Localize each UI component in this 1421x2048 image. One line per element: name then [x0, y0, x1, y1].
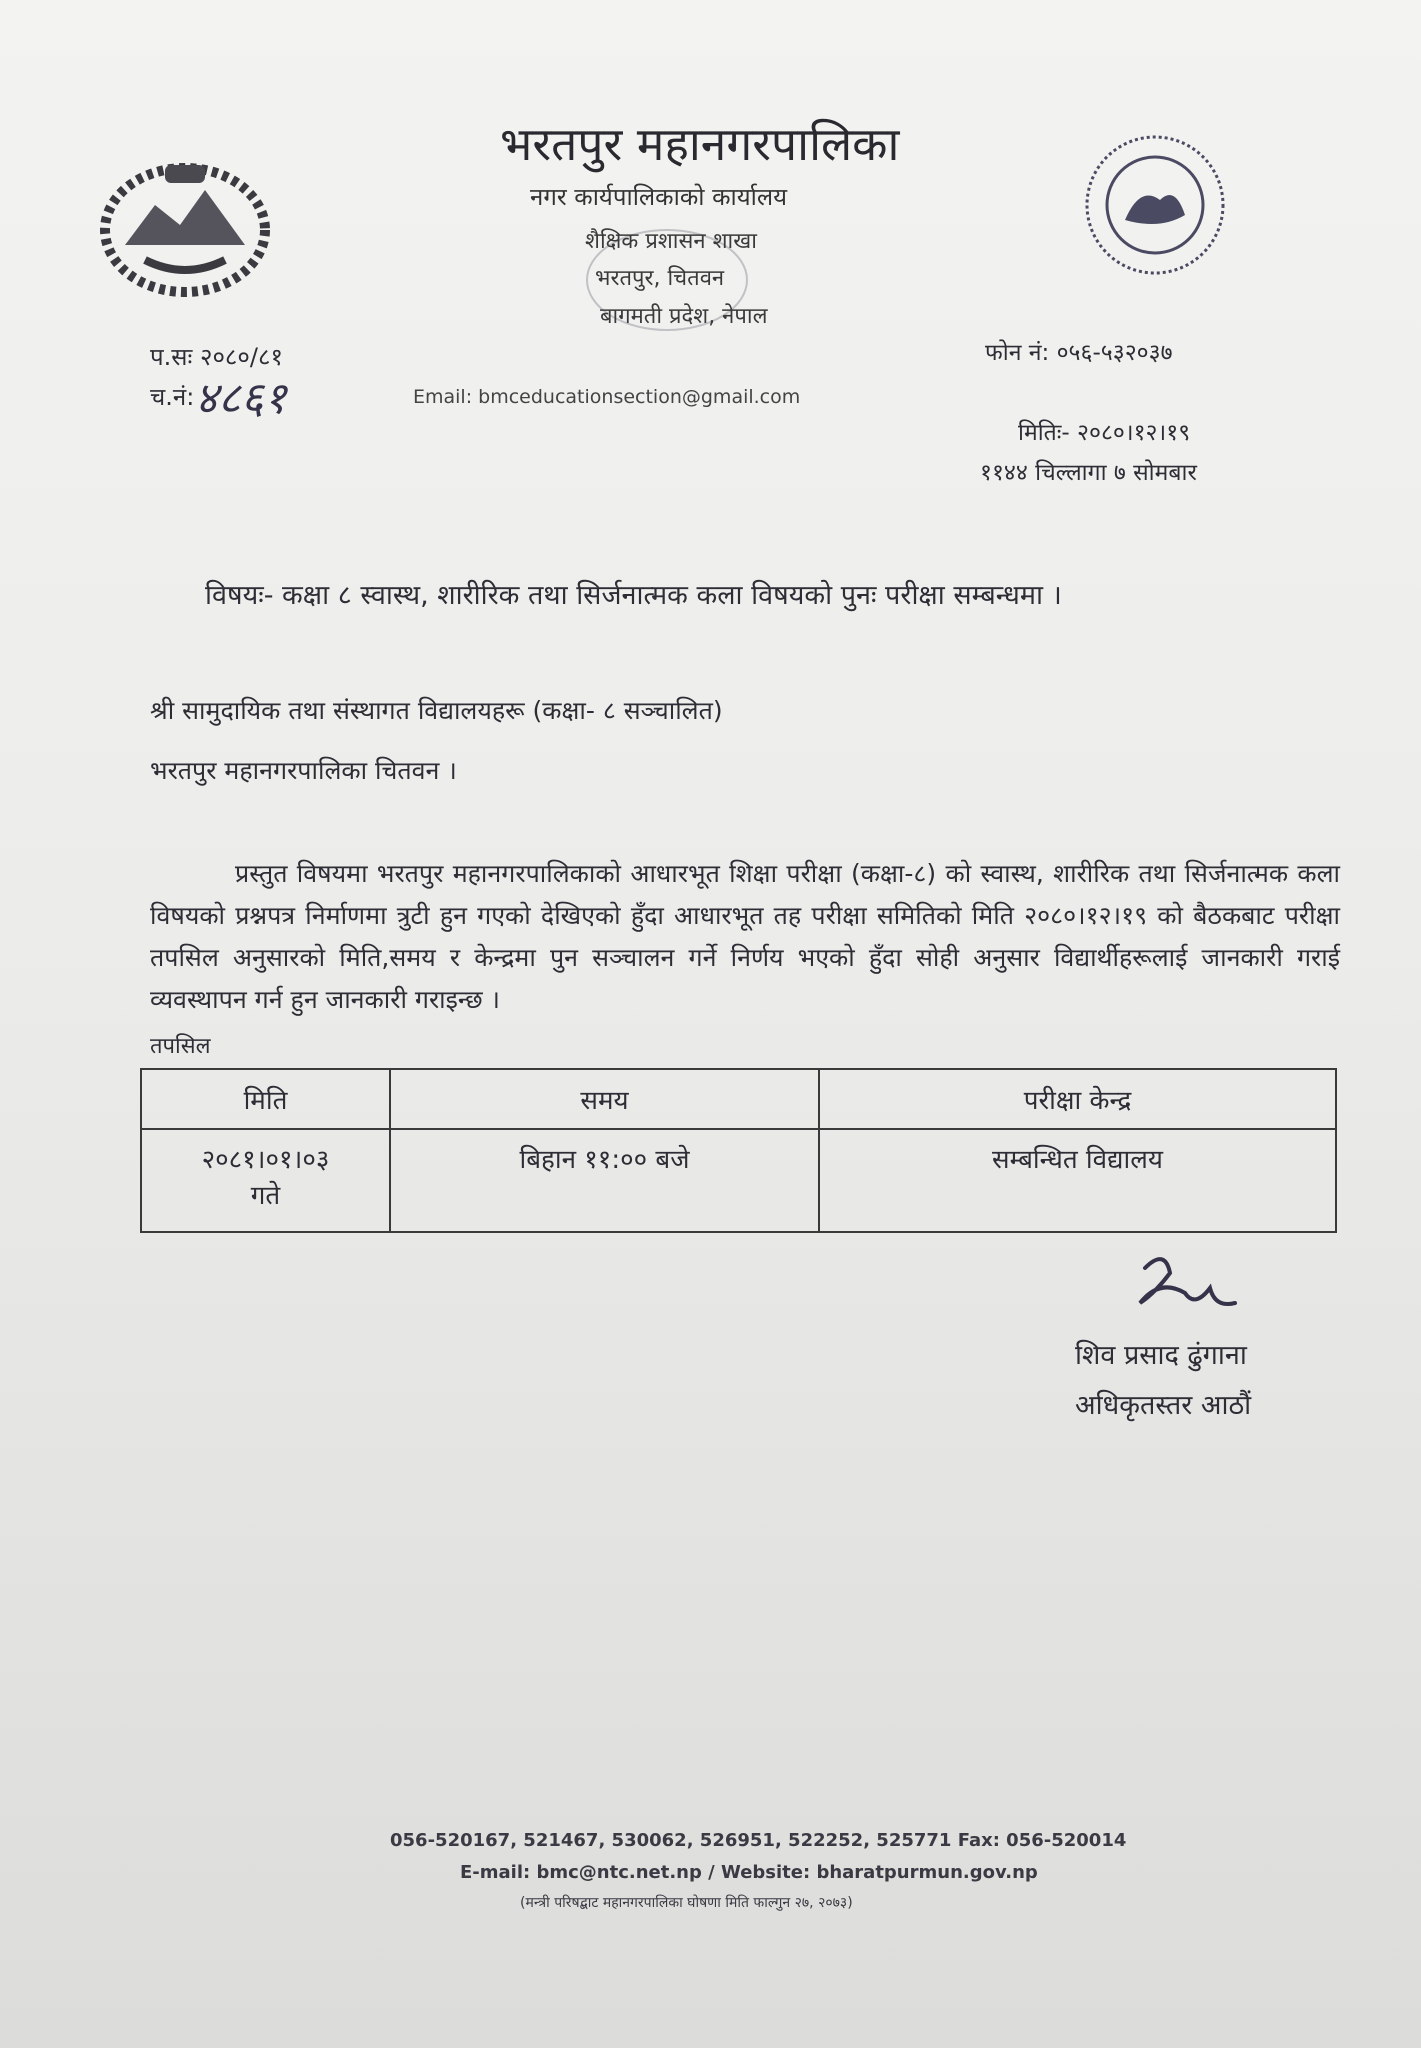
section-name: शैक्षिक प्रशासन शाखा — [585, 229, 757, 254]
table-row — [141, 1129, 1336, 1232]
header-date: मिति — [141, 1069, 390, 1129]
header-center: परीक्षा केन्द्र — [819, 1069, 1336, 1129]
table-header-row — [141, 1069, 1336, 1129]
letter-date: मितिः- २०८०।१२।१९ — [1018, 420, 1191, 446]
cell-time: बिहान ११:०० बजे — [390, 1129, 819, 1232]
dispatch-number: ४८६१ — [195, 373, 287, 424]
signatory-name: शिव प्रसाद ढुंगाना — [1075, 1340, 1247, 1371]
cell-date-value: २०८१।०१।०३ — [201, 1145, 330, 1175]
office-email[interactable]: Email: bmceducationsection@gmail.com — [413, 386, 801, 408]
dispatch-label: च.नं: — [150, 383, 195, 411]
cell-date-suffix: गते — [250, 1181, 281, 1211]
header-time: समय — [390, 1069, 819, 1129]
cell-date — [141, 1129, 390, 1232]
government-emblem-icon — [95, 150, 275, 300]
signature-mark-icon — [1125, 1248, 1245, 1328]
reference-number: प.सः २०८०/८१ — [150, 343, 283, 371]
date-note: ११४४ चिल्लागा ७ सोमबार — [980, 460, 1197, 486]
office-location: भरतपुर, चितवन — [595, 266, 725, 291]
addressee-line-1: श्री सामुदायिक तथा संस्थागत विद्यालयहरू (कक्षा- ८ सञ्चालित) — [150, 696, 723, 725]
footer-phones: 056-520167, 521467, 530062, 526951, 522252, 525771 Fax: 056-520014 — [390, 1830, 1127, 1851]
signatory-title: अधिकृतस्तर आठौं — [1075, 1390, 1252, 1421]
addressee-line-2: भरतपुर महानगरपालिका चितवन । — [150, 756, 457, 785]
office-name: नगर कार्यपालिकाको कार्यालय — [530, 183, 788, 211]
office-phone: फोन नं: ०५६-५३२०३७ — [985, 340, 1173, 366]
footer-declaration: (मन्त्री परिषद्बाट महानगरपालिका घोषणा मिति फाल्गुन २७, २०७३) — [520, 1895, 853, 1911]
office-province: बागमती प्रदेश, नेपाल — [600, 304, 768, 329]
tapasil-label: तपसिल — [150, 1034, 211, 1059]
footer-web[interactable]: E-mail: bmc@ntc.net.np / Website: bharatpurmun.gov.np — [460, 1862, 1038, 1883]
org-title: भरतपुर महानगरपालिका — [500, 117, 900, 171]
schedule-table — [140, 1068, 1337, 1233]
letter-body: प्रस्तुत विषयमा भरतपुर महानगरपालिकाको आधारभूत शिक्षा परीक्षा (कक्षा-८) को स्वास्थ, शारीरिक तथा सिर्जनात्मक कला विषयको प्रश्नपत्र निर्माणमा त्रुटी हुन गएको देखिएको हुँदा आधारभूत तह परीक्षा समितिको मिति २०८०।१२।१९ को बैठकबाट परीक्षा तपसिल अनुसारको मिति,समय र केन्द्रमा पुन सञ्चालन गर्ने निर्णय भएको हुँदा सोही अनुसार विद्यार्थीहरूलाई जानकारी गराई व्यवस्थापन गर्न हुन जानकारी गराइन्छ । — [150, 859, 1340, 1014]
letter-subject: विषयः- कक्षा ८ स्वास्थ, शारीरिक तथा सिर्जनात्मक कला विषयको पुनः परीक्षा सम्बन्धमा । — [205, 580, 1062, 611]
municipality-seal-icon — [1080, 130, 1230, 280]
cell-center: सम्बन्धित विद्यालय — [819, 1129, 1336, 1232]
